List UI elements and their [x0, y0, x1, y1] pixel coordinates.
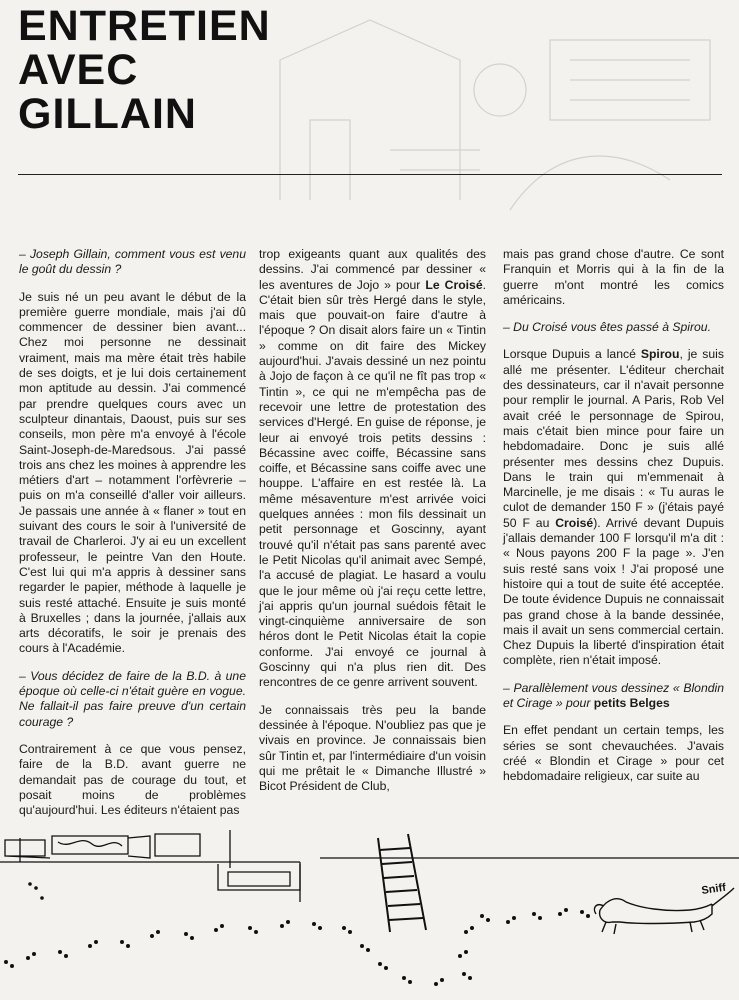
publication-name-croise: Croisé	[555, 515, 594, 530]
article-title	[18, 4, 271, 136]
question-4	[503, 681, 724, 712]
answer-2-continued	[259, 247, 486, 691]
sniff-sound-effect: Sniff	[700, 881, 727, 897]
answer-1: Je suis né un peu avant le début de la première guerre mondiale, mais j'ai dû commencer de dessiner bien avant... Chez moi personne ne dessinait vraiment, mais ma mère était très habile de ses doigts, et je lui dois certainement mon aptitude au dessin. J'ai commencé par prendre quelques cours avec un sculpteur dinantais, Daoust, puis sur ses conseils, mon père m'a envoyé à l'école Saint-Joseph-de-Maredsous. J'ai passé trois ans chez les moines à apprendre les métiers d'art – notamment l'orfèvrerie – puis on m'a conseillé d'aller voir ailleurs. Je passais une année à « flaner » tout en suivant des cours le soir à l'université de travail de Charleroi. J'y ai eu un excellent professeur, le peintre Van den Houte. C'est lui qui m'a appris à dessiner sans regarder le papier, méthode à laquelle je suis resté attaché. Ensuite je suis monté à Bruxelles ; dans la journée, j'allais aux arts décoratifs, le soir je prenais des cours à l'Académie.	[19, 289, 246, 656]
title-line-2: AVEC	[18, 46, 139, 94]
answer-4-text-b: , je suis allé me présenter. L'éditeur cherchait des dessinateurs, car il n'avait personne pour remplir le journal. A Paris, Rob Vel avait créé le personnage de Spirou, mais c'était bien mince pour faire un hebdomadaire. Donc je suis allé présenter mes dessins chez Dupuis. Dans le train qui m'emmenait à Marcinelle, je me disais : « Tu auras le culot de demander 150 F » (j'étais payé 50 F au	[503, 347, 724, 530]
question-4-text: – Parallèlement vous dessinez « Blondin et Cirage » pour	[503, 680, 724, 711]
answer-2-text-b: . C'était bien sûr très Hergé dans le style, mais que pouvait-on faire d'autre à l'époque ? On disait alors faire un « Tintin » comme on dit faire des Mickey aujourd'hui. J'avais dessiné un nez pointu à Jojo de façon à ce qu'il ne fît pas trop « Tintin », ce qui ne m'empêcha pas de recevoir une lettre de protestation des services d'Hergé. En guise de réponse, je leur ai envoyé trois petits dessins : Bécassine avec coiffe, Bécassine sans coiffe, et Bécassine sans coiffe avec une houppe. L'affaire en est restée là. La même mésaventure m'est arrivée voici quelques années : mon fils dessinait un petit personnage et Goscinny, ayant trouvé qu'il n'était pas sans parenté avec le Petit Nicolas qu'il animait avec Sempé, l'a accusé de plagiat. Le hasard a voulu que le jour même où j'ai reçu cette lettre, j'ai appris qu'un journal suédois fêtait le vingt-cinquième anniversaire de son héros dont le Petit Nicolas était la copie conforme. J'ai envoyé ce journal à Goscinny qui n'a plus rien dit. Des rencontres de ce genre arrivent souvent.	[259, 277, 486, 690]
answer-2-text-a: trop exigeants quant aux qualités des dessins. J'ai commencé par dessiner « les aventures de Jojo » pour	[259, 247, 486, 292]
answer-4-text-c: ). Arrivé devant Dupuis j'allais demander 100 F lorsqu'il m'a dit : « Nous payons 200 F la page ». J'en suis resté sans voix ! J'ai proposé une histoire qui a tout de suite été acceptée. De toute évidence Dupuis ne connaissait pas grand chose à la bande dessinée, mais il avait un sens commercial certain. Chez Dupuis la liberté d'inspiration était complète, rien n'était imposé.	[503, 515, 724, 668]
answer-4-text-a: Lorsque Dupuis a lancé	[503, 347, 641, 362]
answer-2-start: Contrairement à ce que vous pensez, faire de la B.D. avant guerre ne demandait pas de courage du tout, et posait moins de problèmes qu'aujourd'hui. Les éditeurs n'étaient pas	[19, 741, 246, 818]
question-3: – Du Croisé vous êtes passé à Spirou.	[503, 320, 711, 335]
question-1: – Joseph Gillain, comment vous est venu le goût du dessin ?	[19, 247, 246, 277]
window-balcony	[52, 836, 150, 858]
bottom-illustration	[0, 828, 739, 1000]
question-2: – Vous décidez de faire de la B.D. à une époque où celle-ci n'était guère en vogue. Ne fallait-il pas faire preuve d'un certain courage ?	[19, 668, 246, 729]
text-column-3	[503, 247, 724, 797]
text-column-1	[19, 247, 246, 830]
window-sill-left	[5, 840, 50, 858]
answer-4	[503, 347, 724, 668]
ladder	[378, 834, 426, 932]
paw-prints	[4, 882, 590, 986]
publication-name-spirou: Spirou	[640, 347, 680, 362]
title-line-3: GILLAIN	[18, 90, 197, 138]
text-column-2	[259, 247, 486, 806]
answer-5-start: En effet pendant un certain temps, les séries se sont chevauchées. J'avais créé « Blondin et Cirage » pour cet hebdomadaire religieux, car suite au	[503, 723, 724, 784]
background-sketch	[250, 0, 739, 230]
title-divider	[18, 174, 722, 175]
publication-name-le-croise: Le Croisé	[425, 277, 483, 292]
publication-name-petits-belges: petits Belges	[593, 696, 670, 711]
window-sill-right	[155, 834, 200, 856]
answer-3-end: mais pas grand chose d'autre. Ce sont Franquin et Morris qui à la fin de la guerre m'ont montré les comics américains.	[503, 247, 724, 307]
title-line-1: ENTRETIEN	[18, 2, 271, 50]
answer-3-start: Je connaissais très peu la bande dessinée à l'époque. N'oubliez pas que je vivais en province. Je connaissais bien sûr Tintin et, par l'intermédiaire d'un voisin qui me prêtait le « Dimanche Illustré » Bicot Président de Club,	[259, 702, 486, 794]
